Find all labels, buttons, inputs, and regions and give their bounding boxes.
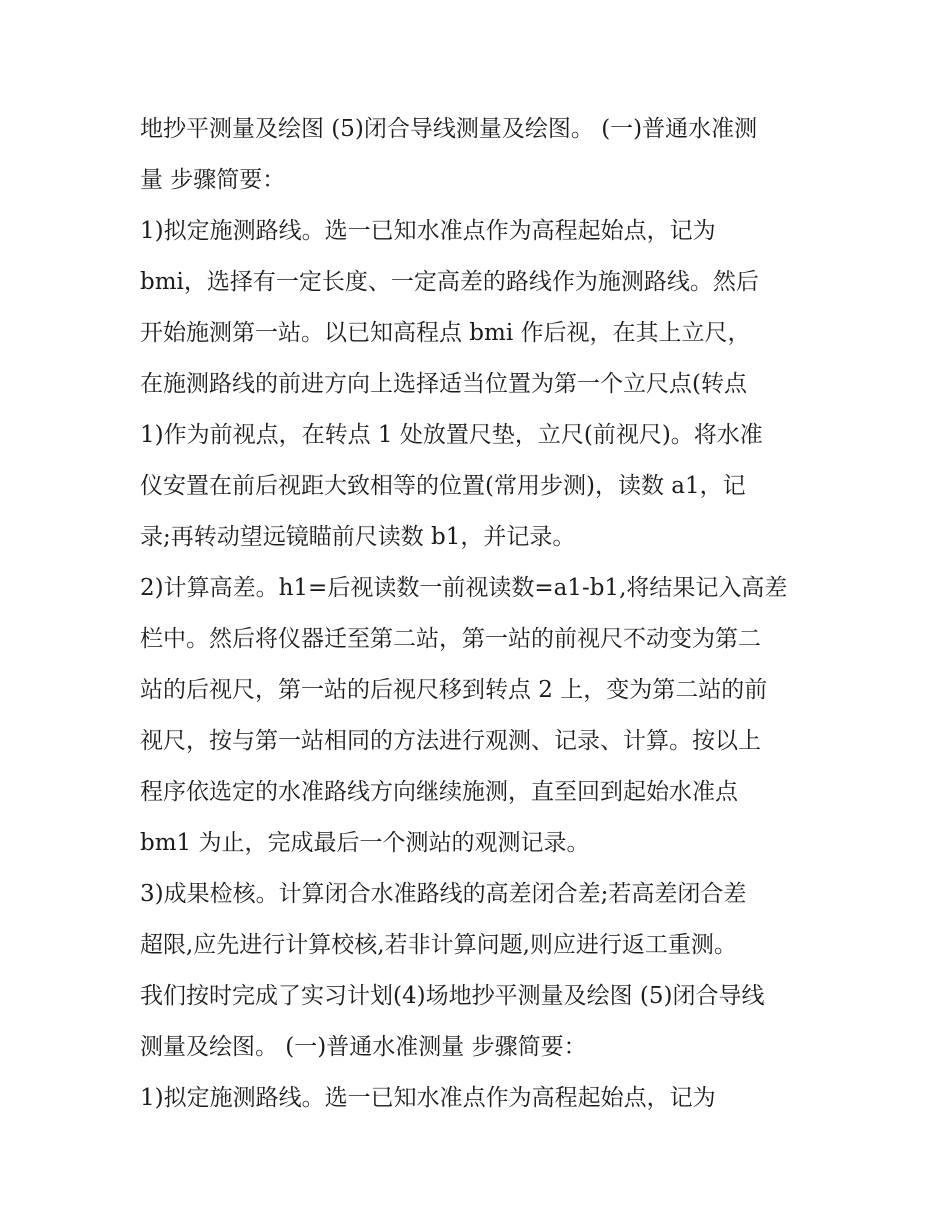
text-line: bmi，选择有一定长度、一定高差的路线作为施测路线。然后 <box>140 269 759 295</box>
text-line: 栏中。然后将仪器迁至第二站，第一站的前视尺不动变为第二 <box>140 626 761 652</box>
document-body <box>140 104 830 1124</box>
text-line: 1)拟定施测路线。选一已知水准点作为高程起始点，记为 <box>140 218 716 244</box>
text-line: 录;再转动望远镜瞄前尺读数 b1，并记录。 <box>140 524 576 550</box>
text-line: 视尺，按与第一站相同的方法进行观测、记录、计算。按以上 <box>140 728 761 754</box>
text-line: 在施测路线的前进方向上选择适当位置为第一个立尺点(转点 <box>140 371 747 397</box>
text-line: 站的后视尺，第一站的后视尺移到转点 2 上，变为第二站的前 <box>140 677 768 703</box>
text-line: 1)拟定施测路线。选一已知水准点作为高程起始点，记为 <box>140 1085 716 1111</box>
text-line: 2)计算高差。h1=后视读数一前视读数=a1-b1,将结果记入高差 <box>140 575 788 601</box>
text-line: 3)成果检核。计算闭合水准路线的高差闭合差;若高差闭合差 <box>140 881 747 907</box>
text-line: 程序依选定的水准路线方向继续施测，直至回到起始水准点 <box>140 779 738 805</box>
text-line: 开始施测第一站。以已知高程点 bmi 作后视，在其上立尺， <box>140 320 751 346</box>
text-line: 1)作为前视点，在转点 1 处放置尺垫，立尺(前视尺)。将水准 <box>140 422 763 448</box>
text-line: 量 步骤简要： <box>140 167 286 193</box>
text-line: 超限,应先进行计算校核,若非计算问题,则应进行返工重测。 <box>140 932 737 958</box>
text-line: 仪安置在前后视距大致相等的位置(常用步测)，读数 a1，记 <box>140 473 746 499</box>
text-line: 测量及绘图。 (一)普通水准测量 步骤简要： <box>140 1034 587 1060</box>
text-line: bm1 为止，完成最后一个测站的观测记录。 <box>140 830 590 856</box>
text-line: 我们按时完成了实习计划(4)场地抄平测量及绘图 (5)闭合导线 <box>140 983 765 1009</box>
text-line: 地抄平测量及绘图 (5)闭合导线测量及绘图。 (一)普通水准测 <box>140 116 758 142</box>
